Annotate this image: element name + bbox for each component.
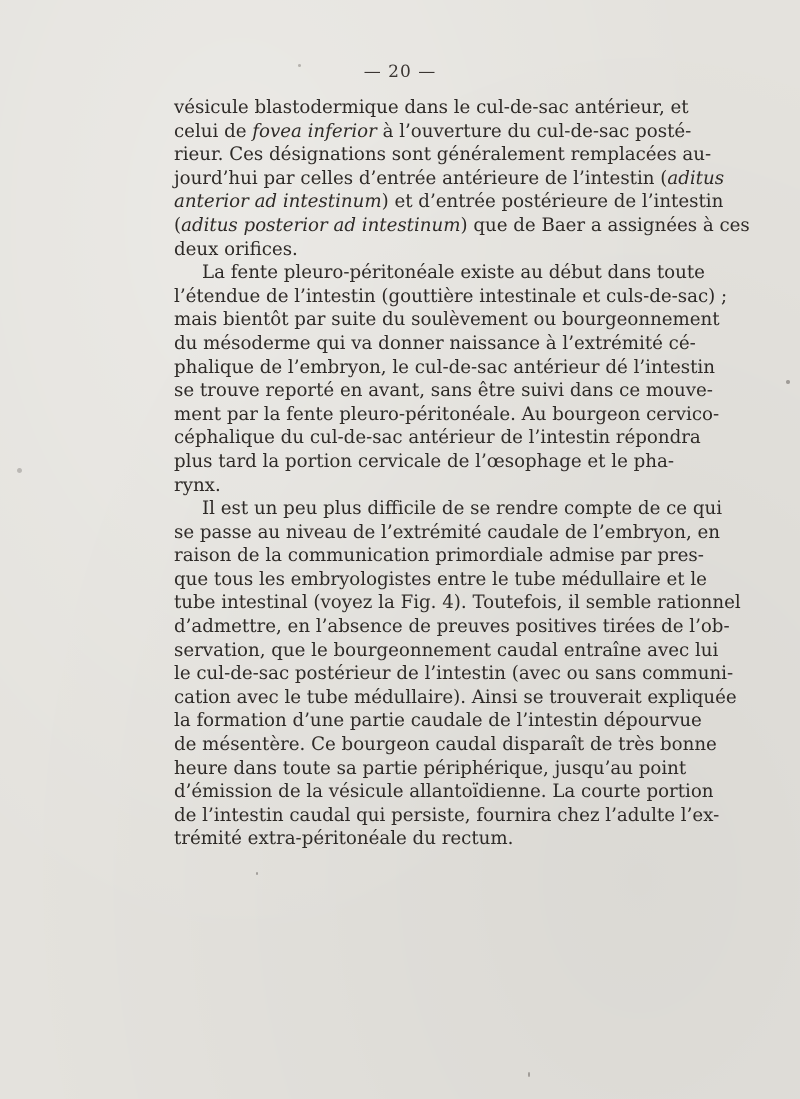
text-run: raison de la communication primordiale admise par pres-: [174, 545, 704, 567]
text-line: [174, 167, 725, 191]
text-line: [174, 639, 719, 663]
text-line: [174, 686, 737, 710]
text-run: phalique de l’embryon, le cul-de-sac antérieur dé l’intestin: [174, 356, 715, 378]
text-run: trémité extra-péritonéale du rectum.: [174, 828, 514, 850]
text-run: tube intestinal (voyez la Fig. 4). Toutefois, il semble rationnel: [174, 592, 741, 614]
body-text: [174, 96, 750, 851]
text-line: [174, 261, 705, 285]
text-run: rynx.: [174, 474, 221, 496]
text-run: céphalique du cul-de-sac antérieur de l’intestin répondra: [174, 427, 701, 449]
paragraph: [174, 497, 741, 851]
text-run: (: [174, 214, 182, 236]
text-run: plus tard la portion cervicale de l’œsophage et le pha-: [174, 450, 674, 472]
text-line: [174, 403, 720, 427]
paper-speck: [298, 64, 301, 67]
text-run: se passe au niveau de l’extrémité caudale de l’embryon, en: [174, 521, 721, 543]
text-line: [174, 285, 728, 309]
italic-term: anterior ad intestinum: [174, 191, 382, 213]
text-line: [174, 308, 720, 332]
text-run: cation avec le tube médullaire). Ainsi se trouverait expliquée: [174, 686, 737, 708]
paper-speck: [256, 872, 258, 875]
text-run: la formation d’une partie caudale de l’intestin dépourvue: [174, 710, 702, 732]
text-run: ment par la fente pleuro-péritonéale. Au bourgeon cervico-: [174, 403, 720, 425]
italic-term: aditus posterior ad intestinum: [181, 214, 461, 236]
text-line: [174, 450, 674, 474]
text-line: [174, 96, 689, 120]
page-number: — 20 —: [363, 62, 437, 82]
text-run: mais bientôt par suite du soulèvement ou bourgeonnement: [174, 309, 720, 331]
paragraph: [174, 96, 750, 261]
text-line: [174, 780, 714, 804]
text-line: [174, 662, 734, 686]
text-line: [174, 143, 712, 167]
paragraph: [174, 261, 728, 497]
text-run: à l’ouverture du cul-de-sac posté-: [376, 120, 692, 142]
text-run: que tous les embryologistes entre le tube médullaire et le: [174, 568, 707, 590]
text-run: l’étendue de l’intestin (gouttière intestinale et culs-de-sac) ;: [174, 285, 728, 307]
text-run: se trouve reporté en avant, sans être suivi dans ce mouve-: [174, 380, 713, 402]
text-run: jourd’hui par celles d’entrée antérieure de l’intestin (: [174, 167, 668, 189]
italic-term: fovea inferior: [252, 120, 377, 142]
text-line: [174, 190, 724, 214]
text-line: [174, 827, 656, 851]
text-run: le cul-de-sac postérieur de l’intestin (avec ou sans communi-: [174, 663, 734, 685]
text-line: [174, 238, 656, 262]
text-run: deux orifices.: [174, 238, 298, 260]
text-line: [174, 426, 701, 450]
text-run: d’admettre, en l’absence de preuves positives tirées de l’ob-: [174, 616, 730, 638]
text-line: [174, 591, 741, 615]
text-line: [174, 804, 720, 828]
italic-term: aditus: [667, 167, 725, 189]
text-line: [174, 497, 723, 521]
text-line: [174, 568, 707, 592]
paper-speck: [17, 468, 22, 473]
text-line: [174, 521, 721, 545]
text-line: [174, 474, 656, 498]
text-run: heure dans toute sa partie périphérique, jusqu’au point: [174, 757, 687, 779]
text-line: [174, 757, 687, 781]
text-line: [174, 120, 692, 144]
text-run: rieur. Ces désignations sont généralement remplacées au-: [174, 144, 712, 166]
text-line: [174, 544, 704, 568]
text-run: ) et d’entrée postérieure de l’intestin: [381, 191, 724, 213]
text-run: de l’intestin caudal qui persiste, fournira chez l’adulte l’ex-: [174, 804, 720, 826]
text-line: [174, 615, 730, 639]
text-run: d’émission de la vésicule allantoïdienne. La courte portion: [174, 781, 714, 803]
text-line: [174, 733, 717, 757]
text-line: [174, 332, 696, 356]
text-line: [174, 379, 713, 403]
text-line: [174, 214, 750, 238]
text-line: [174, 709, 702, 733]
paper-speck: [786, 380, 790, 384]
text-run: ) que de Baer a assignées à ces: [460, 214, 750, 236]
text-run: du mésoderme qui va donner naissance à l’extrémité cé-: [174, 332, 696, 354]
text-run: de mésentère. Ce bourgeon caudal disparaît de très bonne: [174, 734, 717, 756]
text-run: celui de: [174, 120, 253, 142]
text-line: [174, 356, 715, 380]
paper-speck: [528, 1072, 530, 1077]
text-run: La fente pleuro-péritonéale existe au début dans toute: [202, 262, 705, 284]
text-run: vésicule blastodermique dans le cul-de-sac antérieur, et: [174, 97, 689, 118]
text-run: servation, que le bourgeonnement caudal entraîne avec lui: [174, 639, 719, 661]
text-run: Il est un peu plus difficile de se rendre compte de ce qui: [202, 498, 723, 520]
